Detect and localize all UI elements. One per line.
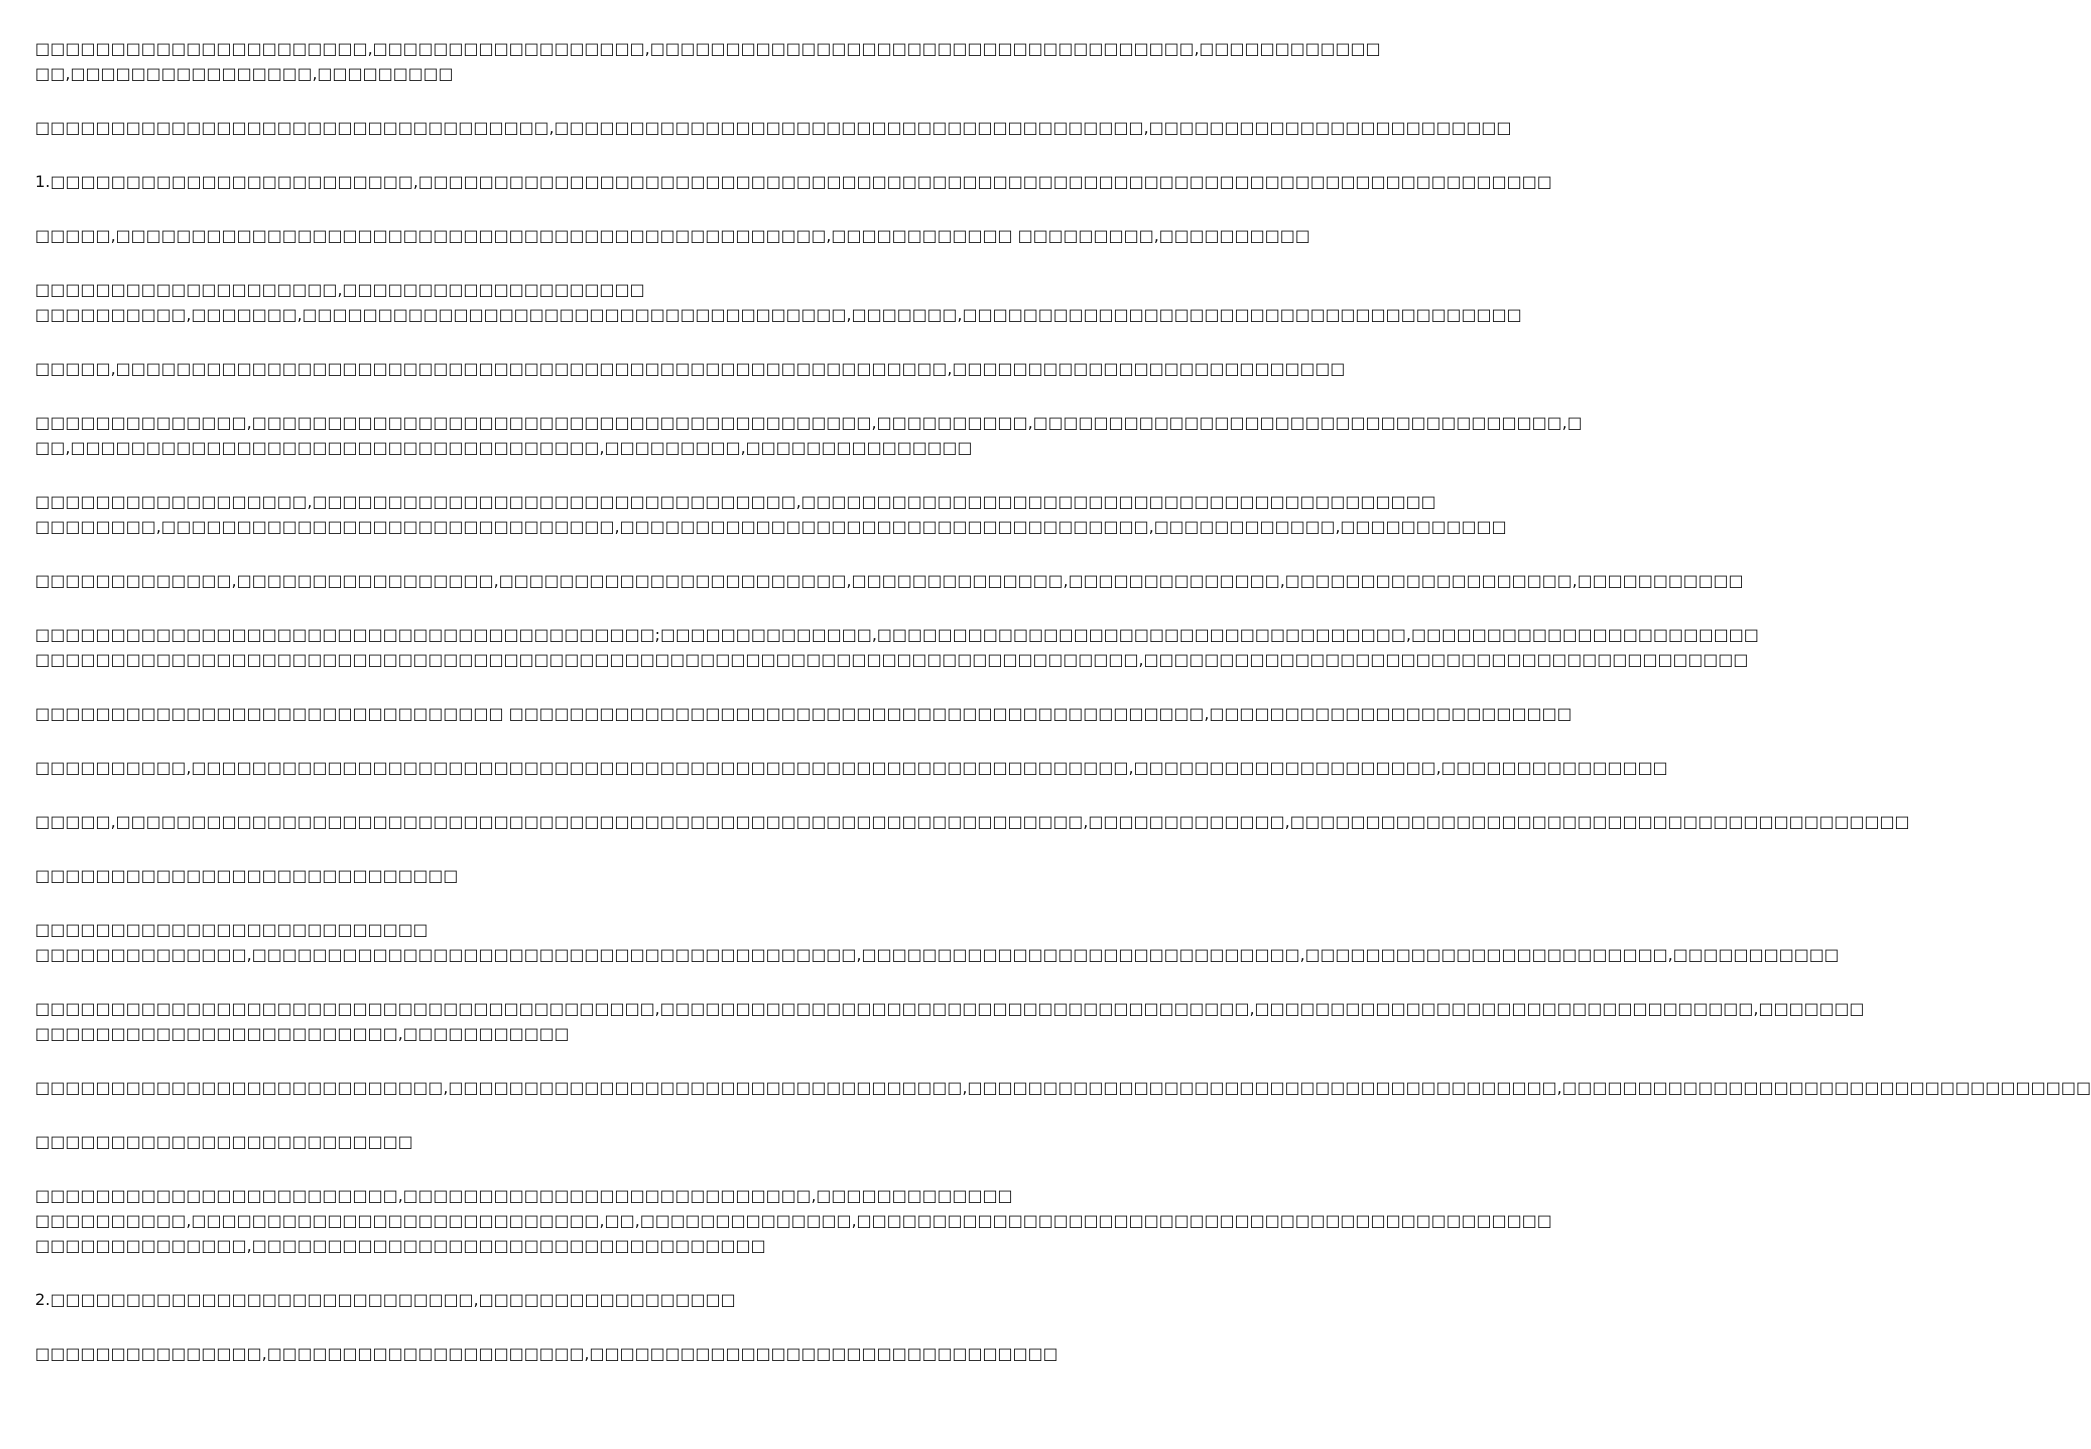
text-line: □□□□□□□□□□□□□□□,□□□□□□□□□□□□□□□□□□□□□,□□□□□□□□□□□□□□□□□□□□□□□□□□□□□□□: [35, 1344, 1059, 1363]
document-body: [35, 36, 2091, 1395]
text-line: □□,□□□□□□□□□□□□□□□□□□□□□□□□□□□□□□□□□□□,□□□□□□□□□,□□□□□□□□□□□□□□□: [35, 438, 973, 457]
text-line: □□□□□□□□□□□□□□□□□□□□□□□□□□□□□□□□□□,□□□□□□□□□□□□□□□□□□□□□□□□□□□□□□□□□□□□□□□,□□□□□□□□□□□□□□□□□□□□□□□□: [35, 118, 1512, 137]
text-line: □□□□□□□□□□□□□□□□□□□□□□□□□□□□□□□□□□□□□□□□□;□□□□□□□□□□□□□□,□□□□□□□□□□□□□□□□□□□□□□□□□□□□□□□□□□□,□□□□□□□□□□□□□□□□□□□□□□□: [35, 625, 1759, 644]
text-line: □□□□□□□□□□□□□□□□□□□□□□□□□□: [35, 920, 429, 939]
paragraph: [35, 1075, 2091, 1100]
paragraph: [35, 223, 1311, 248]
paragraph: [35, 622, 1759, 672]
text-line: □□□□□□□□□□□□□□□□□□□□□□□□□□□□: [35, 866, 459, 885]
text-line: □□□□□,□□□□□□□□□□□□□□□□□□□□□□□□□□□□□□□□□□□□□□□□□□□□□□□□□□□□□□□,□□□□□□□□□□□□□□□□□□□□□□□□□□: [35, 359, 1346, 378]
paragraph: [35, 996, 1865, 1046]
text-line: □□□□□□□□□□□□□□,□□□□□□□□□□□□□□□□□□□□□□□□□□□□□□□□□□□□□□□□□,□□□□□□□□□□,□□□□□□□□□□□□□□□□□□□□□□□□□□□□□□□□□□□,□: [35, 413, 1583, 432]
paragraph: [35, 1183, 1552, 1258]
paragraph: [35, 277, 1522, 327]
paragraph: [35, 1341, 1059, 1366]
text-line: □□□□□□□□□□□□□□□□□□□□□□□□□□□□□□□□□□□□□□□□□□□□□□□□□□□□□□□□□□□□□□□□□□□□□□□□□,□□□□□□□□□□□□□□□□□□□□□□□□□□□□□□□□□□□□□□□□: [35, 650, 1749, 669]
paragraph: [35, 36, 1381, 86]
paragraph: [35, 356, 1346, 381]
paragraph: [35, 568, 1744, 593]
text-line: □□□□□,□□□□□□□□□□□□□□□□□□□□□□□□□□□□□□□□□□□□□□□□□□□□□□□□□□□□□□□□□□□□□□□□,□□□□□□□□□□□□□,□□□□□□□□□□□□□□□□□□□□□□□□□□□□□□□□□□□□□□□□□: [35, 812, 1910, 831]
paragraph: [35, 755, 1668, 780]
text-line: □□□□□□□□□□□□□□,□□□□□□□□□□□□□□□□□□□□□□□□□□□□□□□□□□: [35, 1236, 766, 1255]
text-line: □□□□□□□□□□□□□□□□□□□□□□,□□□□□□□□□□□□□□□□□□,□□□□□□□□□□□□□□□□□□□□□□□□□□□□□□□□□□□□,□□□□□□□□□□□□: [35, 39, 1381, 58]
text-line: □□□□□□□□□□□□□□□□□□□□□□□□□□□□□□□ □□□□□□□□□□□□□□□□□□□□□□□□□□□□□□□□□□□□□□□□□□□□□□,□□□□□□□□□□□□□□□□□□□□□□□□: [35, 704, 1573, 723]
section-heading: [35, 863, 989, 888]
text-line: 1.□□□□□□□□□□□□□□□□□□□□□□□□,□□□□□□□□□□□□□□□□□□□□□□□□□□□□□□□□□□□□□□□□□□□□□□□□□□□□□□□□□□□□□□□□□□□□□□□□□□□: [35, 172, 1552, 191]
text-line: □□□□□□□□□□,□□□□□□□□□□□□□□□□□□□□□□□□□□□,□□,□□□□□□□□□□□□□□,□□□□□□□□□□□□□□□□□□□□□□□□□□□□□□□□□□□□□□□□□□□□□□: [35, 1211, 1552, 1230]
text-line: □□□□□,□□□□□□□□□□□□□□□□□□□□□□□□□□□□□□□□□□□□□□□□□□□□□□□,□□□□□□□□□□□□ □□□□□□□□□,□□□□□□□□□□: [35, 226, 1311, 245]
paragraph: [35, 809, 1910, 834]
text-line: 2.□□□□□□□□□□□□□□□□□□□□□□□□□□□□,□□□□□□□□□□□□□□□□□: [35, 1290, 736, 1309]
paragraph: [35, 115, 1512, 140]
text-line: □□□□□□□□□□□□□□,□□□□□□□□□□□□□□□□□□□□□□□□□□□□□□□□□□□□□□□□,□□□□□□□□□□□□□□□□□□□□□□□□□□□□□,□□□□□□□□□□□□□□□□□□□□□□□□,□□□□□□□□□□□: [35, 945, 1840, 964]
numbered-paragraph: [35, 1287, 989, 1312]
text-line: □□□□□□□□□□□□□□□□□□□□□□□□□□□□□□□□□□□□□□□□□,□□□□□□□□□□□□□□□□□□□□□□□□□□□□□□□□□□□□□□□,□□□□□□□□□□□□□□□□□□□□□□□□□□□□□□□□□,□□□□□□□: [35, 999, 1865, 1018]
paragraph: [35, 701, 1573, 726]
section-heading: [35, 1129, 989, 1154]
text-line: □□,□□□□□□□□□□□□□□□□,□□□□□□□□□: [35, 64, 454, 83]
text-line: □□□□□□□□□□,□□□□□□□□□□□□□□□□□□□□□□□□□□□□□□□□□□□□□□□□□□□□□□□□□□□□□□□□□□□□□□,□□□□□□□□□□□□□□□□□□□□,□□□□□□□□□□□□□□□: [35, 758, 1668, 777]
paragraph: [35, 410, 1583, 460]
text-line: □□□□□□□□□□□□□□□□□□□□□□□□,□□□□□□□□□□□: [35, 1024, 570, 1043]
text-line: □□□□□□□□□□□□□□□□□□□□□□□□□□□,□□□□□□□□□□□□□□□□□□□□□□□□□□□□□□□□□□,□□□□□□□□□□□□□□□□□□□□□□□□□□□□□□□□□□□□□□□,□□□□□□□□□□□□□□□□□□□□□□□□□□□□□□□□□□□: [35, 1078, 2091, 1097]
paragraph: [35, 917, 1840, 967]
text-line: □□□□□□□□□□□□□□□□□□□□,□□□□□□□□□□□□□□□□□□□□: [35, 280, 645, 299]
text-line: □□□□□□□□□□□□□□□□□□□□□□□□□: [35, 1132, 413, 1151]
text-line: □□□□□□□□□□□□□□□□□□,□□□□□□□□□□□□□□□□□□□□□□□□□□□□□□□□,□□□□□□□□□□□□□□□□□□□□□□□□□□□□□□□□□□□□□□□□□□: [35, 492, 1436, 511]
text-line: □□□□□□□□□□□□□,□□□□□□□□□□□□□□□□□,□□□□□□□□□□□□□□□□□□□□□□□,□□□□□□□□□□□□□□,□□□□□□□□□□□□□□,□□□□□□□□□□□□□□□□□□□,□□□□□□□□□□□: [35, 571, 1744, 590]
paragraph: [35, 489, 1507, 539]
numbered-paragraph: [35, 169, 1552, 194]
text-line: □□□□□□□□□□□□□□□□□□□□□□□□,□□□□□□□□□□□□□□□□□□□□□□□□□□□,□□□□□□□□□□□□□: [35, 1186, 1013, 1205]
text-line: □□□□□□□□□□,□□□□□□□,□□□□□□□□□□□□□□□□□□□□□□□□□□□□□□□□□□□□,□□□□□□□,□□□□□□□□□□□□□□□□□□□□□□□□□□□□□□□□□□□□□: [35, 305, 1522, 324]
text-line: □□□□□□□□,□□□□□□□□□□□□□□□□□□□□□□□□□□□□□□,□□□□□□□□□□□□□□□□□□□□□□□□□□□□□□□□□□□,□□□□□□□□□□□□,□□□□□□□□□□□: [35, 517, 1507, 536]
